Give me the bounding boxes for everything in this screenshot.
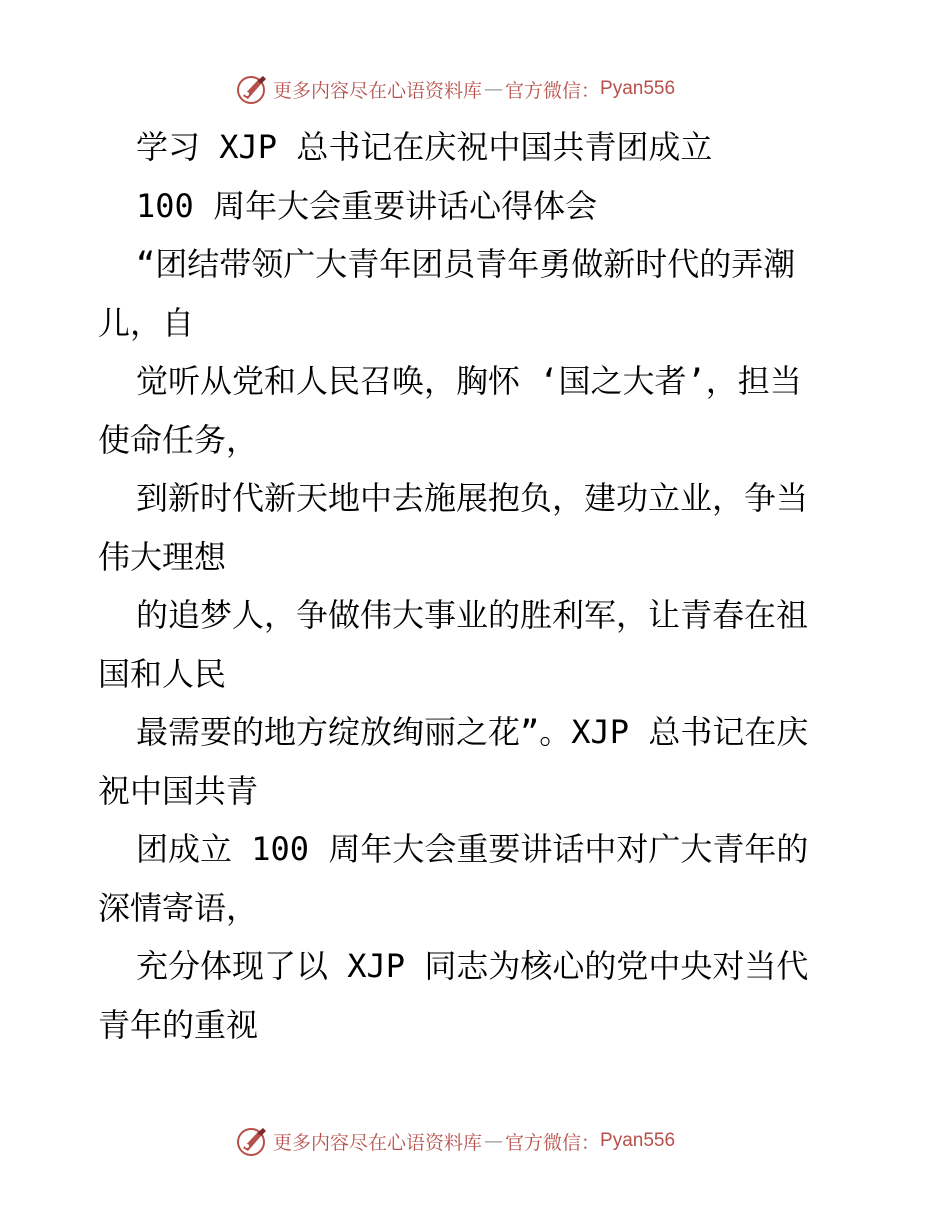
paragraph-line: 青年的重视: [98, 1005, 259, 1044]
paragraph-line: 到新时代新天地中去施展抱负，建功立业，争当: [136, 479, 809, 517]
pen-logo-icon: [235, 72, 269, 106]
banner-wechat-id: Pyan556: [600, 78, 676, 99]
banner-dash: —: [484, 1130, 504, 1152]
document-body: [98, 118, 858, 1054]
header-banner: [235, 72, 715, 106]
paragraph-line: 深情寄语，: [98, 888, 259, 927]
paragraph-line: 觉听从党和人民召唤，胸怀 ‘国之大者’，担当: [136, 362, 802, 400]
paragraph-line: 最需要的地方绽放绚丽之花”。XJP 总书记在庆: [136, 713, 809, 751]
banner-wechat-id: Pyan556: [600, 1130, 676, 1151]
banner-dash: —: [484, 78, 504, 100]
paragraph-line: 祝中国共青: [98, 771, 259, 810]
paragraph-line: 使命任务，: [98, 420, 259, 459]
paragraph-line: 国和人民: [98, 654, 227, 693]
title-line-1: 学习 XJP 总书记在庆祝中国共青团成立: [136, 128, 713, 166]
paragraph-line: 团成立 100 周年大会重要讲话中对广大青年的: [136, 830, 809, 868]
banner-wechat-label: 官方微信：: [505, 1131, 601, 1154]
paragraph-line: “团结带领广大青年团员青年勇做新时代的弄潮: [136, 245, 796, 283]
footer-banner: [235, 1124, 715, 1158]
paragraph-line: 的追梦人，争做伟大事业的胜利军，让青春在祖: [136, 596, 809, 634]
banner-text: 更多内容尽在心语资料库: [273, 79, 483, 102]
paragraph-line: 充分体现了以 XJP 同志为核心的党中央对当代: [136, 947, 809, 985]
banner-text: 更多内容尽在心语资料库: [273, 1131, 483, 1154]
banner-wechat-label: 官方微信：: [505, 79, 601, 102]
pen-logo-icon: [235, 1124, 269, 1158]
paragraph-line: 伟大理想: [98, 537, 227, 576]
paragraph-line: 儿，自: [98, 303, 195, 342]
title-line-2: 100 周年大会重要讲话心得体会: [136, 186, 598, 225]
